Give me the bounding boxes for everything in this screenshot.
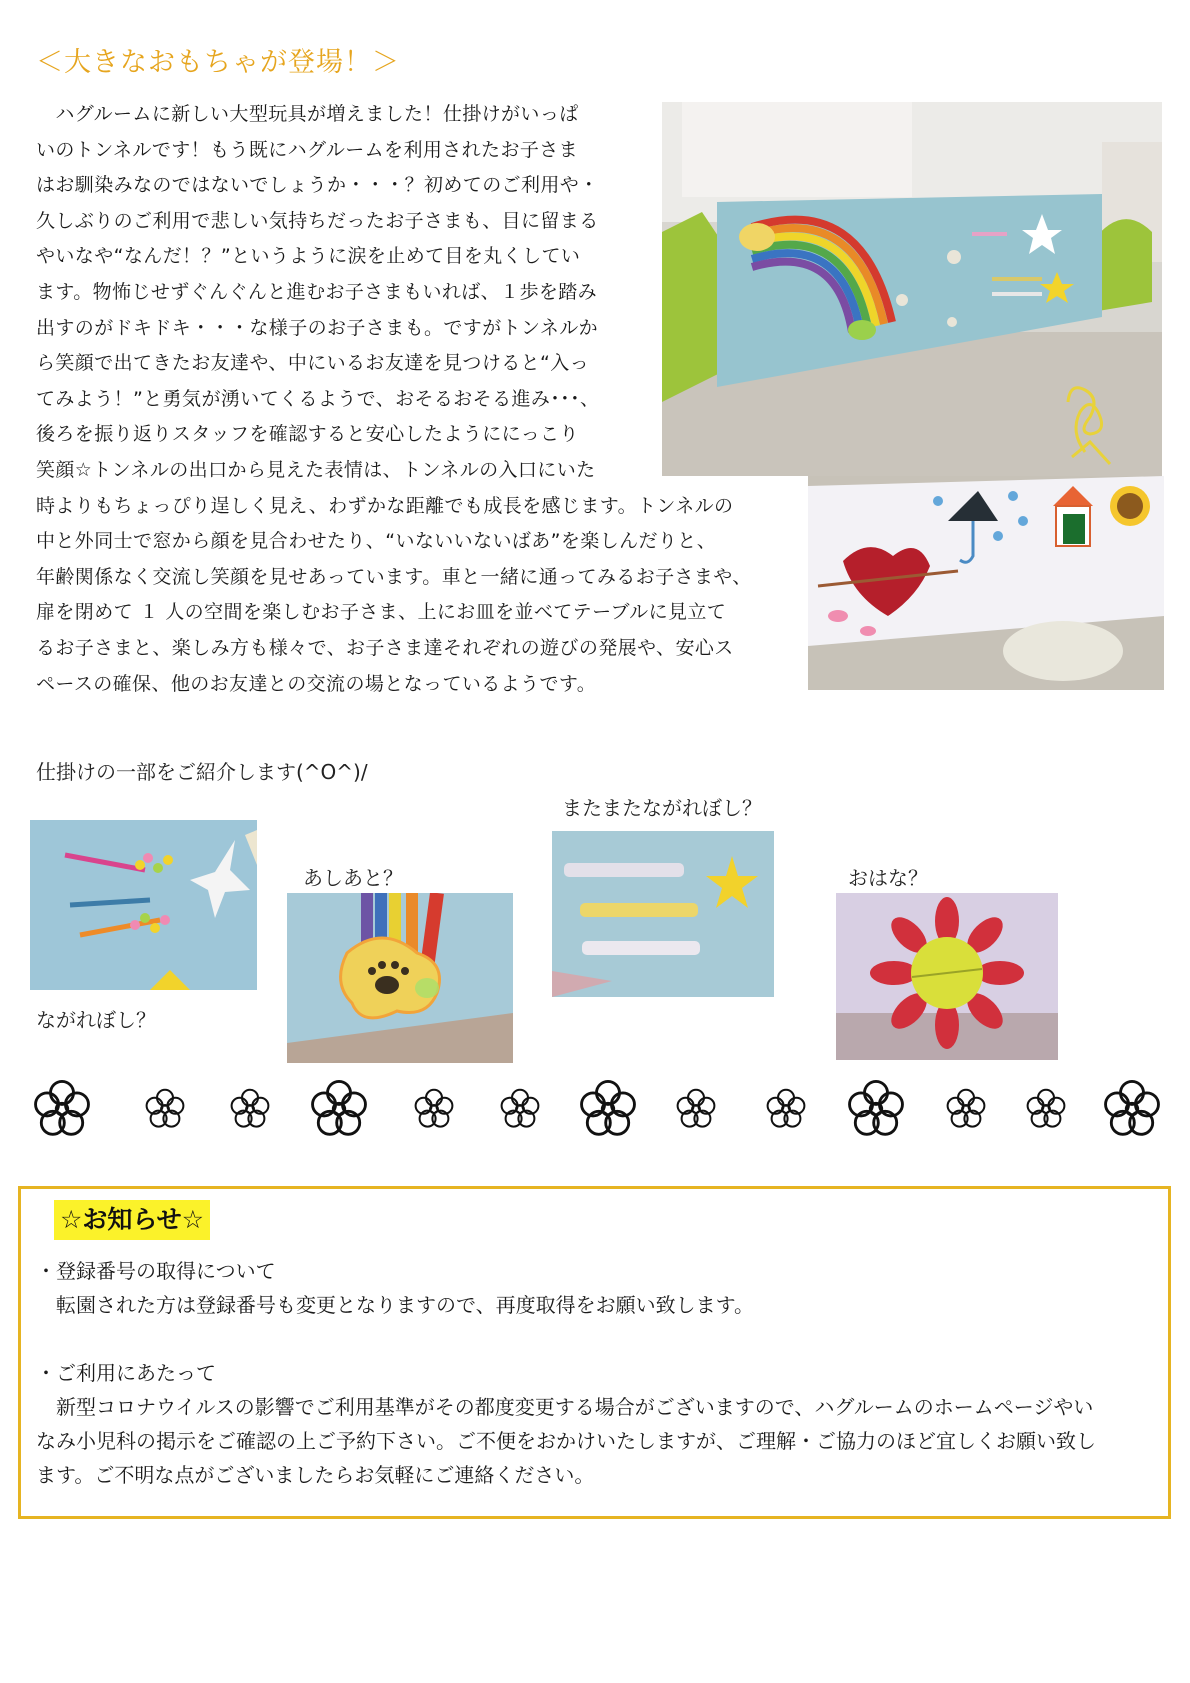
notice-line: なみ小児科の掲示をご確認の上ご予約下さい。ご不便をおかけいたしますが、ご理解・ご協力のほど宜しくお願い致し [36,1429,1096,1453]
section-title: ＜大きなおもちゃが登場！＞ [36,47,400,78]
intro-caption: 仕掛けの一部をご紹介します(^O^)/ [36,760,368,784]
body-line: やいなや“なんだ！？”というように涙を止めて目を丸くしてい [36,245,581,268]
notice-line [36,1322,1096,1356]
body-line: 年齢関係なく交流し笑顔を見せあっています。車と一緒に通ってみるお子さまや、 [36,565,752,588]
tunnel-decorations-photo [808,476,1164,690]
article-body [36,97,752,702]
body-line: はお馴染みなのではないでしょうか・・・？初めてのご利用や・ [36,174,599,197]
caption-ashiato: あしあと？ [303,866,403,890]
body-line: 久しぶりのご利用で悲しい気持ちだったお子さまも、目に留まる [36,209,599,232]
doodle-decoration [1060,372,1120,472]
caption-ohana: おはな？ [848,866,928,890]
matamata-nagareboshi-photo [552,831,774,997]
body-line: ハグルームに新しい大型玩具が増えました！仕掛けがいっぱ [36,103,579,125]
body-line: 出すのがドキドキ・・・な様子のお子さまも。ですがトンネルか [36,316,599,339]
notice-line: ・登録番号の取得について [36,1259,276,1283]
body-line: ペースの確保、他のお友達との交流の場となっているようです。 [36,672,597,695]
body-line: 後ろを振り返りスタッフを確認すると安心したようににっこり [36,423,579,446]
notice-heading: ☆お知らせ☆ [54,1200,210,1240]
notice-line: ます。ご不明な点がございましたらお気軽にご連絡ください。 [36,1463,595,1487]
notice-line: 新型コロナウイルスの影響でご利用基準がその都度変更する場合がございますので、ハグルームのホームページやい [36,1395,1094,1419]
caption-matamata: またまたながれぼし？ [562,796,762,820]
body-line: るお子さまと、楽しみ方も様々で、お子さま達それぞれの遊びの発展や、安心ス [36,636,734,659]
caption-nagareboshi: ながれぼし？ [36,1008,156,1032]
body-line: てみよう！”と勇気が湧いてくるようで、おそるおそる進み･･･、 [36,387,600,410]
body-line: 扉を閉めて １ 人の空間を楽しむお子さま、上にお皿を並べてテーブルに見立て [36,601,727,624]
notice-body [36,1254,1096,1492]
body-line: 笑顔☆トンネルの出口から見えた表情は、トンネルの入口にいた [36,458,596,481]
ashiato-photo [287,893,513,1063]
notice-line: 転園された方は登録番号も変更となりますので、再度取得をお願い致します。 [36,1293,754,1317]
body-line: いのトンネルです！もう既にハグルームを利用されたお子さま [36,138,579,161]
flower-border [34,1076,1164,1142]
nagareboshi-photo [30,820,257,990]
flower-icons [34,1076,1164,1142]
body-line: ます。物怖じせずぐんぐんと進むお子さまもいれば、１歩を踏み [36,280,598,303]
ohana-photo [836,893,1058,1060]
body-line: 時よりもちょっぴり逞しく見え、わずかな距離でも成長を感じます。トンネルの [36,494,734,517]
notice-line: ・ご利用にあたって [36,1361,216,1385]
body-line: ら笑顔で出てきたお友達や、中にいるお友達を見つけると“入っ [36,352,590,375]
body-line: 中と外同士で窓から顔を見合わせたり、“いないいないばあ”を楽しんだりと、 [36,530,717,553]
